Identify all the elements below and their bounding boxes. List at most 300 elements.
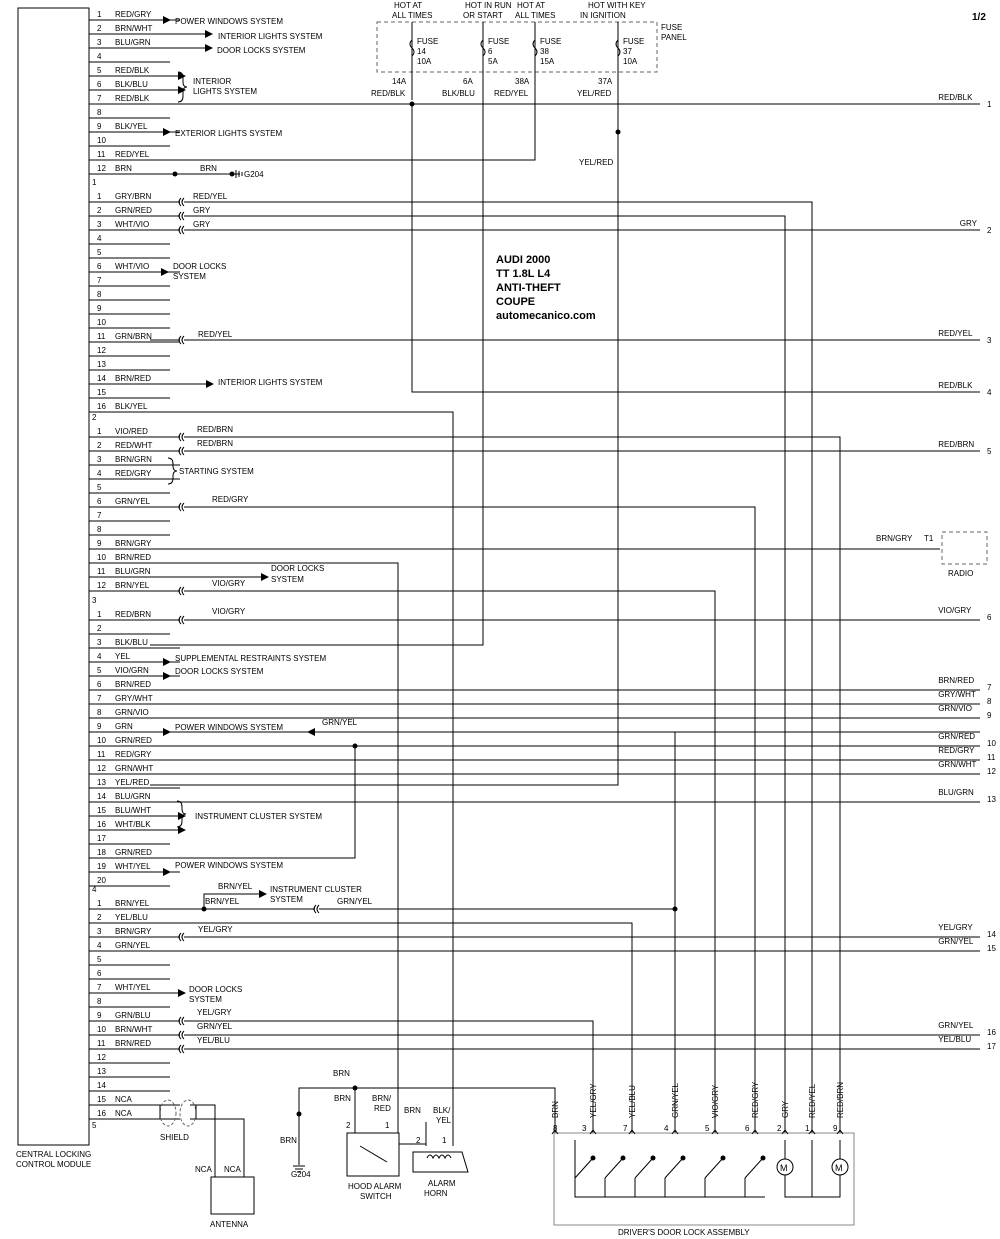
title-line: TT 1.8L L4	[496, 268, 551, 280]
right-edge-wire: BRN/RED	[938, 676, 975, 685]
wire	[184, 202, 812, 1133]
fuse-terminal: 37A	[598, 77, 613, 86]
fuse-terminal: 14A	[392, 77, 407, 86]
wire-color: GRN/YEL	[115, 497, 151, 506]
fuse-header: HOT IN RUN	[465, 1, 512, 10]
connector-label: 5	[92, 1121, 97, 1130]
assembly-wire-label: BRN	[551, 1101, 560, 1118]
horn-coil	[427, 1155, 451, 1158]
fuse-text: 38	[540, 47, 549, 56]
pin-number: 9	[97, 722, 102, 731]
switch-blade	[360, 1146, 387, 1162]
pin-number: 2	[97, 624, 102, 633]
fuse-text: FUSE	[488, 37, 510, 46]
right-edge-number: 13	[987, 795, 996, 804]
fuse-text: FUSE	[417, 37, 439, 46]
wire-color: BLK/YEL	[115, 402, 148, 411]
fuse-text: 14	[417, 47, 426, 56]
splice-node	[202, 907, 207, 912]
wire-color: BLK/BLU	[115, 80, 148, 89]
title-line: automecanico.com	[496, 310, 596, 322]
pin-number: 7	[97, 694, 102, 703]
pin-number: 1	[97, 10, 102, 19]
motor-symbol: M	[835, 1163, 843, 1173]
assembly-wire-label: VIO/GRY	[711, 1084, 720, 1118]
right-edge-wire: RED/GRY	[938, 746, 975, 755]
fuse-wire: RED/BLK	[371, 89, 406, 98]
wire-note: DOOR LOCKS	[189, 985, 243, 994]
wire	[150, 563, 398, 1122]
connector-label: 3	[92, 596, 97, 605]
assembly-wire-label: GRN/YEL	[671, 1082, 680, 1118]
module-label-line2: CONTROL MODULE	[16, 1160, 92, 1169]
wire-color: WHT/BLK	[115, 820, 151, 829]
pin-number: 11	[97, 567, 106, 576]
wire-note: SUPPLEMENTAL RESTRAINTS SYSTEM	[175, 654, 327, 663]
pin-number: 3	[97, 638, 102, 647]
wire-note: DOOR LOCKS SYSTEM	[175, 667, 264, 676]
page-number: 1/2	[972, 12, 986, 23]
right-edge-wire: VIO/GRY	[938, 606, 972, 615]
wire	[412, 104, 980, 392]
right-edge-number: 15	[987, 944, 996, 953]
hood-switch-pin: 1	[385, 1121, 390, 1130]
wire-note: POWER WINDOWS SYSTEM	[175, 17, 283, 26]
wire-note: RED/GRY	[212, 495, 249, 504]
lock-switch	[575, 1158, 593, 1178]
wire-color: RED/WHT	[115, 441, 153, 450]
pin-number: 10	[97, 736, 106, 745]
pin-number: 2	[97, 24, 102, 33]
pin-number: 6	[97, 680, 102, 689]
pin-number: 1	[97, 192, 102, 201]
control-module-box	[18, 8, 89, 1145]
wire-note: YEL/BLU	[197, 1036, 230, 1045]
assembly-pin: 5	[705, 1124, 710, 1133]
wire-color: VIO/RED	[115, 427, 148, 436]
wire-note: YEL/GRY	[197, 1008, 232, 1017]
assembly-pin: 4	[664, 1124, 669, 1133]
splice-node	[353, 744, 358, 749]
title-line: AUDI 2000	[496, 254, 551, 266]
pin-number: 14	[97, 1081, 106, 1090]
fuse-wire: YEL/RED	[577, 89, 612, 98]
wire-label: GRN/YEL	[337, 897, 373, 906]
assembly-pin: 6	[745, 1124, 750, 1133]
pin-number: 3	[97, 455, 102, 464]
wire-note: DOOR LOCKS SYSTEM	[217, 46, 306, 55]
wire-color: RED/BRN	[115, 610, 152, 619]
pin-number: 10	[97, 1025, 106, 1034]
wire-color: BLU/GRN	[115, 38, 151, 47]
wire-color: GRY/WHT	[115, 694, 153, 703]
wire-color: BRN/YEL	[115, 581, 150, 590]
wire-color: BRN	[115, 164, 132, 173]
right-edge-wire: GRN/RED	[938, 732, 976, 741]
right-edge-wire: GRY/WHT	[938, 690, 976, 699]
wire-color: RED/BLK	[115, 66, 150, 75]
pin-number: 4	[97, 652, 102, 661]
fuse-text: 10A	[623, 57, 638, 66]
right-edge-number: 8	[987, 697, 992, 706]
connector-label: 4	[92, 885, 97, 894]
pin-number: 5	[97, 483, 102, 492]
wire-color: GRN/RED	[115, 848, 152, 857]
right-edge-wire: RED/YEL	[938, 329, 973, 338]
pin-number: 1	[97, 899, 102, 908]
wire-color: BRN/RED	[115, 1039, 152, 1048]
fuse-terminal: 6A	[463, 77, 473, 86]
splice-node	[353, 1086, 358, 1091]
assembly-pin: 3	[582, 1124, 587, 1133]
wire	[184, 216, 785, 1133]
door-lock-switches	[552, 1130, 843, 1197]
lock-switch	[635, 1158, 653, 1178]
radio-terminal: T1	[924, 534, 934, 543]
pin-number: 9	[97, 1011, 102, 1020]
wire-color: BLU/GRN	[115, 792, 151, 801]
pin-number: 7	[97, 276, 102, 285]
pin-number: 6	[97, 80, 102, 89]
wire-note: INTERIOR LIGHTS SYSTEM	[218, 32, 323, 41]
horn-pin: 1	[442, 1136, 447, 1145]
wire-note: EXTERIOR LIGHTS SYSTEM	[175, 129, 283, 138]
wire-color: BRN/GRN	[115, 455, 152, 464]
right-edge-wire: GRN/VIO	[938, 704, 972, 713]
radio-wire: BRN/GRY	[876, 534, 913, 543]
assembly-wire-label: YEL/GRY	[589, 1083, 598, 1118]
wire-color: RED/BLK	[115, 94, 150, 103]
right-edge-wire: GRY	[959, 219, 978, 228]
wire-note: INSTRUMENT CLUSTER SYSTEM	[195, 812, 322, 821]
pin-number: 5	[97, 666, 102, 675]
right-edge-number: 17	[987, 1042, 996, 1051]
pin-number: 4	[97, 52, 102, 61]
right-edge-number: 3	[987, 336, 992, 345]
pin-number: 9	[97, 539, 102, 548]
antenna	[160, 1133, 254, 1229]
wire-note: SYSTEM	[189, 995, 222, 1004]
pin-number: 13	[97, 360, 106, 369]
fuse-header: ALL TIMES	[392, 11, 433, 20]
hood-switch-box	[347, 1133, 399, 1176]
pin-number: 5	[97, 955, 102, 964]
pin-number: 11	[97, 332, 106, 341]
right-edge-wire: GRN/WHT	[938, 760, 977, 769]
ground-label: G204	[291, 1170, 311, 1179]
assembly-pin: 1	[805, 1124, 810, 1133]
pin-number: 8	[97, 708, 102, 717]
wire-color: GRN/YEL	[115, 941, 151, 950]
pin-number: 13	[97, 1067, 106, 1076]
wire	[150, 412, 453, 1146]
pin-number: 5	[97, 248, 102, 257]
horn-wire-label: YEL	[436, 1116, 452, 1125]
assembly-pin: 9	[833, 1124, 838, 1133]
fuse-terminal: 38A	[515, 77, 530, 86]
splice-nodes	[173, 102, 766, 1161]
fuse-text: FUSE	[540, 37, 562, 46]
wire-note: BRN	[200, 164, 217, 173]
wire-color: RED/GRY	[115, 10, 152, 19]
right-edge-wire: YEL/GRY	[938, 923, 973, 932]
pin-number: 2	[97, 441, 102, 450]
wire	[184, 1021, 593, 1133]
lock-switch	[745, 1158, 763, 1178]
pin-number: 13	[97, 778, 106, 787]
fuse-panel-label: PANEL	[661, 33, 687, 42]
pin-number: 9	[97, 122, 102, 131]
pin-number: 1	[97, 427, 102, 436]
wire-color: BRN/RED	[115, 680, 152, 689]
pin-number: 16	[97, 402, 106, 411]
wire-note: DOOR LOCKS	[271, 564, 325, 573]
pin-number: 7	[97, 983, 102, 992]
wire-color: WHT/YEL	[115, 983, 151, 992]
wire-note: SYSTEM	[270, 895, 303, 904]
wire-note: LIGHTS SYSTEM	[193, 87, 258, 96]
pin-number: 8	[97, 525, 102, 534]
right-edge-number: 2	[987, 226, 992, 235]
wire-color: YEL/RED	[115, 778, 150, 787]
wire-color: BLU/GRN	[115, 567, 151, 576]
assembly-wire-label: RED/BRN	[836, 1081, 845, 1118]
wire-color: GRN/BLU	[115, 1011, 151, 1020]
pin-number: 16	[97, 820, 106, 829]
labels	[92, 1, 996, 1133]
brace	[168, 458, 177, 484]
pin-number: 12	[97, 1053, 106, 1062]
wire-color: BRN/WHT	[115, 1025, 153, 1034]
wire-note: INSTRUMENT CLUSTER	[270, 885, 362, 894]
wire-label: YEL/RED	[579, 158, 614, 167]
title-line: ANTI-THEFT	[496, 282, 561, 294]
splice-node	[297, 1112, 302, 1117]
pin-number: 17	[97, 834, 106, 843]
wire-color: BRN/WHT	[115, 24, 153, 33]
antenna-wire-label: NCA	[224, 1165, 241, 1174]
wire-label: BRN/YEL	[218, 882, 253, 891]
right-edge-number: 10	[987, 739, 996, 748]
pin-number: 7	[97, 94, 102, 103]
alarm-horn	[404, 1106, 468, 1198]
assembly-pin: 7	[623, 1124, 628, 1133]
wire-color: GRN	[115, 722, 133, 731]
pin-number: 6	[97, 969, 102, 978]
fuse-wire: BLK/BLU	[442, 89, 475, 98]
wire-note: POWER WINDOWS SYSTEM	[175, 723, 283, 732]
right-edge-wire: YEL/BLU	[938, 1035, 972, 1044]
pin-number: 10	[97, 318, 106, 327]
hood-wire-label: RED	[374, 1104, 391, 1113]
wire-note: GRN/YEL	[197, 1022, 233, 1031]
wire-color: BRN/RED	[115, 374, 152, 383]
radio	[876, 532, 987, 578]
wire-color: GRY/BRN	[115, 192, 152, 201]
pin-number: 16	[97, 1109, 106, 1118]
splice-node	[673, 907, 678, 912]
fuse-header: IN IGNITION	[580, 11, 626, 20]
lock-switch	[665, 1158, 683, 1178]
driver-door-lock-assembly	[552, 1130, 854, 1237]
right-edge-number: 11	[987, 753, 996, 762]
fuse-text: 10A	[417, 57, 432, 66]
fuse-wire: RED/YEL	[494, 89, 529, 98]
pin-number: 9	[97, 304, 102, 313]
fuse-text: FUSE	[623, 37, 645, 46]
wire-note: VIO/GRY	[212, 579, 246, 588]
pin-number: 8	[97, 290, 102, 299]
wire-note: GRY	[193, 220, 211, 229]
ground-label: G204	[244, 170, 264, 179]
wire-color: VIO/GRN	[115, 666, 149, 675]
wire-color: BRN/GRY	[115, 927, 152, 936]
wire-color: NCA	[115, 1095, 132, 1104]
hood-switch-label: SWITCH	[360, 1192, 392, 1201]
right-edge-wire: RED/BLK	[938, 381, 973, 390]
pin-number: 4	[97, 469, 102, 478]
wire-color: RED/GRY	[115, 750, 152, 759]
wire-color: BRN/GRY	[115, 539, 152, 548]
wire-color: GRN/BRN	[115, 332, 152, 341]
right-edge-wire: RED/BLK	[938, 93, 973, 102]
hood-switch-pin: 2	[346, 1121, 351, 1130]
assembly-wire-label: RED/GRY	[751, 1081, 760, 1118]
pin-number: 5	[97, 66, 102, 75]
splice-node	[173, 172, 178, 177]
wire-color: BLK/YEL	[115, 122, 148, 131]
wire-note: STARTING SYSTEM	[179, 467, 254, 476]
assembly-bus	[575, 1140, 765, 1197]
wire-color: BRN/YEL	[115, 899, 150, 908]
pin-number: 12	[97, 346, 106, 355]
fuse-header: ALL TIMES	[515, 11, 556, 20]
right-edge-number: 16	[987, 1028, 996, 1037]
connector-label: 1	[92, 178, 97, 187]
splice-node	[616, 130, 621, 135]
pin-number: 18	[97, 848, 106, 857]
right-edge-number: 7	[987, 683, 992, 692]
connector-label: 2	[92, 413, 97, 422]
wire-note: SYSTEM	[271, 575, 304, 584]
pin-number: 15	[97, 388, 106, 397]
pin-number: 7	[97, 511, 102, 520]
hood-wire-label: BRN	[334, 1094, 351, 1103]
pin-number: 8	[97, 108, 102, 117]
wire-note: RED/BRN	[197, 439, 234, 448]
right-edge-number: 5	[987, 447, 992, 456]
lock-switch	[705, 1158, 723, 1178]
door-lock-box	[554, 1133, 854, 1225]
fuse-header: HOT AT	[394, 1, 423, 10]
wire-color: GRN/VIO	[115, 708, 149, 717]
right-edge-number: 9	[987, 711, 992, 720]
pin-number: 12	[97, 164, 106, 173]
splice-node	[230, 172, 235, 177]
wire-color: BRN/RED	[115, 553, 152, 562]
pin-number: 3	[97, 38, 102, 47]
right-edge-number: 1	[987, 100, 992, 109]
fuse-text: 37	[623, 47, 632, 56]
lock-switch	[605, 1158, 623, 1178]
motor-symbol: M	[780, 1163, 788, 1173]
wire-note: VIO/GRY	[212, 607, 246, 616]
right-edge-wire: BLU/GRN	[938, 788, 974, 797]
antenna-wire-label: NCA	[195, 1165, 212, 1174]
module-label-line1: CENTRAL LOCKING	[16, 1150, 92, 1159]
wire-label: GRN/YEL	[322, 718, 358, 727]
fuse-header: HOT AT	[517, 1, 546, 10]
hood-top-wire: BRN	[333, 1069, 350, 1078]
pin-number: 19	[97, 862, 106, 871]
pin-number: 14	[97, 374, 106, 383]
splice-node	[410, 102, 415, 107]
pin-number: 15	[97, 806, 106, 815]
pin-number: 4	[97, 941, 102, 950]
shield-label: SHIELD	[160, 1133, 189, 1142]
antenna-box	[211, 1177, 254, 1214]
wire-note: INTERIOR	[193, 77, 232, 86]
right-edge-number: 6	[987, 613, 992, 622]
wire-note: RED/BRN	[197, 425, 234, 434]
pin-number: 6	[97, 497, 102, 506]
pin-number: 11	[97, 150, 106, 159]
pin-number: 3	[97, 220, 102, 229]
fuse-text: 5A	[488, 57, 498, 66]
radio-box	[942, 532, 987, 564]
pin-number: 2	[97, 913, 102, 922]
shield-symbol	[160, 1100, 176, 1126]
fuse-header: OR START	[463, 11, 503, 20]
hood-alarm-switch	[280, 1069, 402, 1201]
wire-color: YEL/BLU	[115, 913, 148, 922]
shield-symbol	[180, 1100, 196, 1126]
fuse-text: 6	[488, 47, 493, 56]
hood-wire-label: BRN/	[372, 1094, 392, 1103]
pin-number: 11	[97, 1039, 106, 1048]
horn-label: HORN	[424, 1189, 448, 1198]
fuse-header: HOT WITH KEY	[588, 1, 646, 10]
wire-note: GRY	[193, 206, 211, 215]
horn-wire-label: BLK/	[433, 1106, 451, 1115]
horn-body	[413, 1152, 468, 1172]
ground-wire-label: BRN	[280, 1136, 297, 1145]
wire-color: WHT/VIO	[115, 262, 150, 271]
pin-number: 15	[97, 1095, 106, 1104]
wire-note: POWER WINDOWS SYSTEM	[175, 861, 283, 870]
wire-color: GRN/RED	[115, 736, 152, 745]
pin-number: 11	[97, 750, 106, 759]
wire-note: RED/YEL	[198, 330, 233, 339]
assembly-wire-label: YEL/BLU	[628, 1085, 637, 1118]
wire-color: GRN/RED	[115, 206, 152, 215]
wire-color: YEL	[115, 652, 131, 661]
pin-number: 10	[97, 136, 106, 145]
title-line: COUPE	[496, 296, 536, 308]
wire-color: GRN/WHT	[115, 764, 154, 773]
horn-wire-label: BRN	[404, 1106, 421, 1115]
wire-color: BLU/WHT	[115, 806, 151, 815]
assembly-pin: 8	[553, 1124, 558, 1133]
right-edge-number: 14	[987, 930, 996, 939]
right-edge-wire: GRN/YEL	[938, 937, 974, 946]
brace	[177, 801, 186, 827]
wire-note: SYSTEM	[173, 272, 206, 281]
fuse-panel-label: FUSE	[661, 23, 683, 32]
wire-color: WHT/YEL	[115, 862, 151, 871]
antenna-label: ANTENNA	[210, 1220, 249, 1229]
fuse-text: 15A	[540, 57, 555, 66]
